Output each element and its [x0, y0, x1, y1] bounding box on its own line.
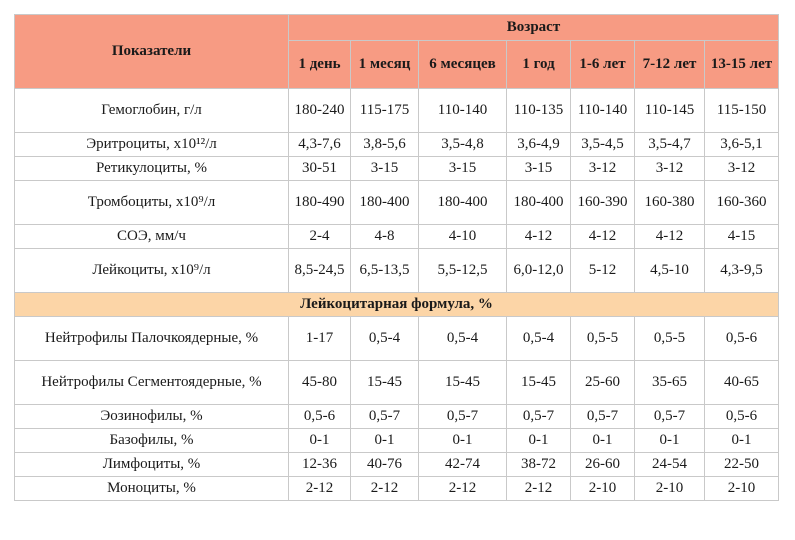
row-label: Тромбоциты, x10⁹/л	[15, 181, 289, 225]
value-cell: 180-400	[351, 181, 419, 225]
value-cell: 25-60	[571, 361, 635, 405]
value-cell: 0-1	[705, 429, 779, 453]
value-cell: 15-45	[351, 361, 419, 405]
value-cell: 45-80	[289, 361, 351, 405]
age-group-header: 6 месяцев	[419, 41, 507, 89]
table-row	[15, 249, 779, 293]
age-group-header: 13-15 лет	[705, 41, 779, 89]
value-cell: 4-8	[351, 225, 419, 249]
table-row	[15, 361, 779, 405]
value-cell: 40-76	[351, 453, 419, 477]
value-cell: 110-140	[419, 89, 507, 133]
value-cell: 3-15	[419, 157, 507, 181]
row-label: Ретикулоциты, %	[15, 157, 289, 181]
value-cell: 0-1	[419, 429, 507, 453]
value-cell: 0,5-6	[705, 317, 779, 361]
value-cell: 0,5-5	[571, 317, 635, 361]
value-cell: 4,3-9,5	[705, 249, 779, 293]
value-cell: 115-150	[705, 89, 779, 133]
blood-norms-table	[14, 14, 779, 501]
value-cell: 180-400	[419, 181, 507, 225]
value-cell: 22-50	[705, 453, 779, 477]
row-label: Нейтрофилы Палочкоядерные, %	[15, 317, 289, 361]
table-row	[15, 89, 779, 133]
value-cell: 5,5-12,5	[419, 249, 507, 293]
value-cell: 3,6-4,9	[507, 133, 571, 157]
value-cell: 180-400	[507, 181, 571, 225]
value-cell: 0-1	[351, 429, 419, 453]
value-cell: 3,5-4,7	[635, 133, 705, 157]
table-row	[15, 429, 779, 453]
value-cell: 40-65	[705, 361, 779, 405]
value-cell: 4-10	[419, 225, 507, 249]
table-row	[15, 157, 779, 181]
value-cell: 0,5-4	[351, 317, 419, 361]
value-cell: 3-12	[635, 157, 705, 181]
age-group-header: 1 год	[507, 41, 571, 89]
value-cell: 3-12	[571, 157, 635, 181]
value-cell: 0,5-7	[507, 405, 571, 429]
value-cell: 4-12	[507, 225, 571, 249]
value-cell: 30-51	[289, 157, 351, 181]
value-cell: 110-140	[571, 89, 635, 133]
table-row	[15, 405, 779, 429]
row-label: Базофилы, %	[15, 429, 289, 453]
value-cell: 0,5-6	[289, 405, 351, 429]
value-cell: 0-1	[571, 429, 635, 453]
value-cell: 1-17	[289, 317, 351, 361]
value-cell: 160-390	[571, 181, 635, 225]
indicator-header: Показатели	[15, 15, 289, 89]
value-cell: 0,5-7	[635, 405, 705, 429]
value-cell: 15-45	[507, 361, 571, 405]
value-cell: 8,5-24,5	[289, 249, 351, 293]
value-cell: 110-135	[507, 89, 571, 133]
leukocyte-formula-title: Лейкоцитарная формула, %	[15, 293, 779, 317]
age-header: Возраст	[289, 15, 779, 41]
value-cell: 3,8-5,6	[351, 133, 419, 157]
value-cell: 0,5-7	[571, 405, 635, 429]
value-cell: 160-360	[705, 181, 779, 225]
table-row	[15, 225, 779, 249]
table-row	[15, 477, 779, 501]
row-label: Лимфоциты, %	[15, 453, 289, 477]
table-row	[15, 133, 779, 157]
row-label: Эозинофилы, %	[15, 405, 289, 429]
value-cell: 110-145	[635, 89, 705, 133]
row-label: Нейтрофилы Сегментоядерные, %	[15, 361, 289, 405]
value-cell: 180-240	[289, 89, 351, 133]
value-cell: 3,6-5,1	[705, 133, 779, 157]
value-cell: 4,3-7,6	[289, 133, 351, 157]
value-cell: 24-54	[635, 453, 705, 477]
value-cell: 2-12	[289, 477, 351, 501]
value-cell: 0,5-7	[419, 405, 507, 429]
value-cell: 160-380	[635, 181, 705, 225]
age-group-header: 7-12 лет	[635, 41, 705, 89]
value-cell: 0,5-7	[351, 405, 419, 429]
value-cell: 3,5-4,8	[419, 133, 507, 157]
age-group-header: 1 месяц	[351, 41, 419, 89]
value-cell: 2-12	[419, 477, 507, 501]
value-cell: 0-1	[289, 429, 351, 453]
value-cell: 3-12	[705, 157, 779, 181]
row-label: Лейкоциты, x10⁹/л	[15, 249, 289, 293]
value-cell: 38-72	[507, 453, 571, 477]
row-label: Эритроциты, x10¹²/л	[15, 133, 289, 157]
value-cell: 0-1	[507, 429, 571, 453]
value-cell: 4-12	[635, 225, 705, 249]
value-cell: 12-36	[289, 453, 351, 477]
table-row	[15, 317, 779, 361]
value-cell: 0,5-6	[705, 405, 779, 429]
age-group-header: 1-6 лет	[571, 41, 635, 89]
value-cell: 26-60	[571, 453, 635, 477]
value-cell: 3-15	[351, 157, 419, 181]
value-cell: 6,5-13,5	[351, 249, 419, 293]
value-cell: 4-15	[705, 225, 779, 249]
value-cell: 35-65	[635, 361, 705, 405]
value-cell: 0-1	[635, 429, 705, 453]
table-row	[15, 181, 779, 225]
value-cell: 180-490	[289, 181, 351, 225]
row-label: Моноциты, %	[15, 477, 289, 501]
value-cell: 2-12	[351, 477, 419, 501]
value-cell: 15-45	[419, 361, 507, 405]
age-group-header: 1 день	[289, 41, 351, 89]
value-cell: 2-4	[289, 225, 351, 249]
row-label: Гемоглобин, г/л	[15, 89, 289, 133]
value-cell: 2-10	[635, 477, 705, 501]
blood-norms-table-wrapper	[14, 14, 779, 501]
value-cell: 0,5-4	[507, 317, 571, 361]
value-cell: 115-175	[351, 89, 419, 133]
value-cell: 4,5-10	[635, 249, 705, 293]
value-cell: 4-12	[571, 225, 635, 249]
value-cell: 0,5-5	[635, 317, 705, 361]
value-cell: 2-10	[571, 477, 635, 501]
section-row	[15, 293, 779, 317]
value-cell: 0,5-4	[419, 317, 507, 361]
value-cell: 2-10	[705, 477, 779, 501]
value-cell: 42-74	[419, 453, 507, 477]
value-cell: 6,0-12,0	[507, 249, 571, 293]
row-label: СОЭ, мм/ч	[15, 225, 289, 249]
value-cell: 5-12	[571, 249, 635, 293]
value-cell: 3-15	[507, 157, 571, 181]
table-row	[15, 453, 779, 477]
value-cell: 2-12	[507, 477, 571, 501]
value-cell: 3,5-4,5	[571, 133, 635, 157]
